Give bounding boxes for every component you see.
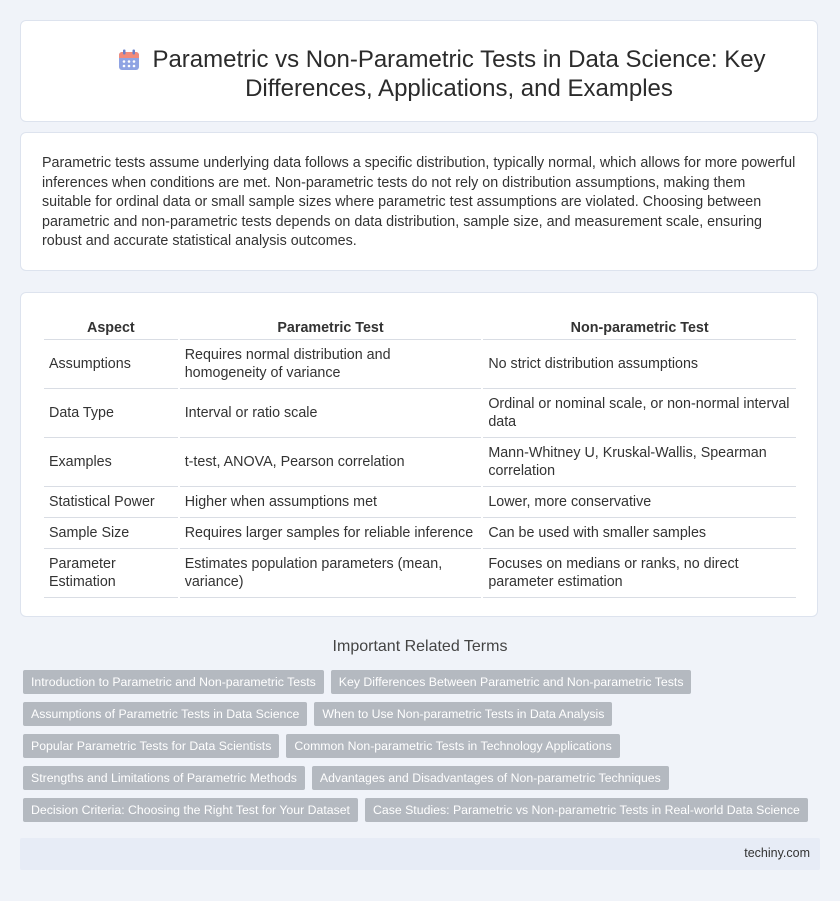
table-row: [44, 549, 796, 598]
related-term-tag[interactable]: Popular Parametric Tests for Data Scientists: [23, 734, 279, 758]
table-cell: Estimates population parameters (mean, variance): [180, 549, 482, 598]
table-cell: Can be used with smaller samples: [483, 518, 796, 549]
table-cell: Parameter Estimation: [44, 549, 178, 598]
table-cell: Requires normal distribution and homogeneity of variance: [180, 340, 482, 389]
related-term-tag[interactable]: Advantages and Disadvantages of Non-parametric Techniques: [312, 766, 669, 790]
table-row: [44, 438, 796, 487]
header-aspect: Aspect: [44, 315, 178, 340]
table-cell: Higher when assumptions met: [180, 487, 482, 518]
table-row: [44, 487, 796, 518]
table-row: [44, 518, 796, 549]
table-cell: Mann-Whitney U, Kruskal-Wallis, Spearman correlation: [483, 438, 796, 487]
related-term-tag[interactable]: Case Studies: Parametric vs Non-parametric Tests in Real-world Data Science: [365, 798, 808, 822]
related-term-tag[interactable]: Decision Criteria: Choosing the Right Test for Your Dataset: [23, 798, 358, 822]
table-cell: Assumptions: [44, 340, 178, 389]
related-term-tag[interactable]: Strengths and Limitations of Parametric Methods: [23, 766, 305, 790]
table-cell: Focuses on medians or ranks, no direct parameter estimation: [483, 549, 796, 598]
page-title: Parametric vs Non-Parametric Tests in Data Science: Key Differences, Applications, and Examples: [152, 46, 766, 102]
related-term-tag[interactable]: Assumptions of Parametric Tests in Data Science: [23, 702, 307, 726]
title-card: [20, 20, 818, 122]
table-row: [44, 340, 796, 389]
table-row: [44, 389, 796, 438]
intro-paragraph: Parametric tests assume underlying data follows a specific distribution, typically normal, which allows for more powerful inferences when conditions are met. Non-parametric tests do not rely on distribution assumptions, making them suitable for ordinal data or small sample sizes where parametric test assumptions are violated. Choosing between parametric and non-parametric tests depends on data distribution, sample size, and measurement scale, ensuring robust and accurate statistical analysis outcomes.: [42, 155, 796, 250]
intro-card: [20, 132, 818, 271]
comparison-table: [42, 315, 798, 598]
related-term-tag[interactable]: Common Non-parametric Tests in Technology Applications: [286, 734, 619, 758]
table-header-row: [44, 315, 796, 340]
table-cell: Lower, more conservative: [483, 487, 796, 518]
related-term-tag[interactable]: When to Use Non-parametric Tests in Data Analysis: [314, 702, 612, 726]
header-nonparametric: Non-parametric Test: [483, 315, 796, 340]
table-cell: t-test, ANOVA, Pearson correlation: [180, 438, 482, 487]
table-cell: Data Type: [44, 389, 178, 438]
related-term-tag[interactable]: Key Differences Between Parametric and Non-parametric Tests: [331, 670, 692, 694]
table-cell: Statistical Power: [44, 487, 178, 518]
footer: [20, 838, 820, 870]
table-cell: Sample Size: [44, 518, 178, 549]
related-terms-list: [23, 670, 823, 830]
header-parametric: Parametric Test: [180, 315, 482, 340]
comparison-table-card: [20, 292, 818, 617]
table-cell: Requires larger samples for reliable inference: [180, 518, 482, 549]
table-cell: Examples: [44, 438, 178, 487]
table-cell: Ordinal or nominal scale, or non-normal interval data: [483, 389, 796, 438]
footer-site-link[interactable]: techiny.com: [744, 846, 810, 860]
table-cell: Interval or ratio scale: [180, 389, 482, 438]
related-terms-title: Important Related Terms: [332, 638, 508, 655]
related-term-tag[interactable]: Introduction to Parametric and Non-parametric Tests: [23, 670, 324, 694]
table-cell: No strict distribution assumptions: [483, 340, 796, 389]
